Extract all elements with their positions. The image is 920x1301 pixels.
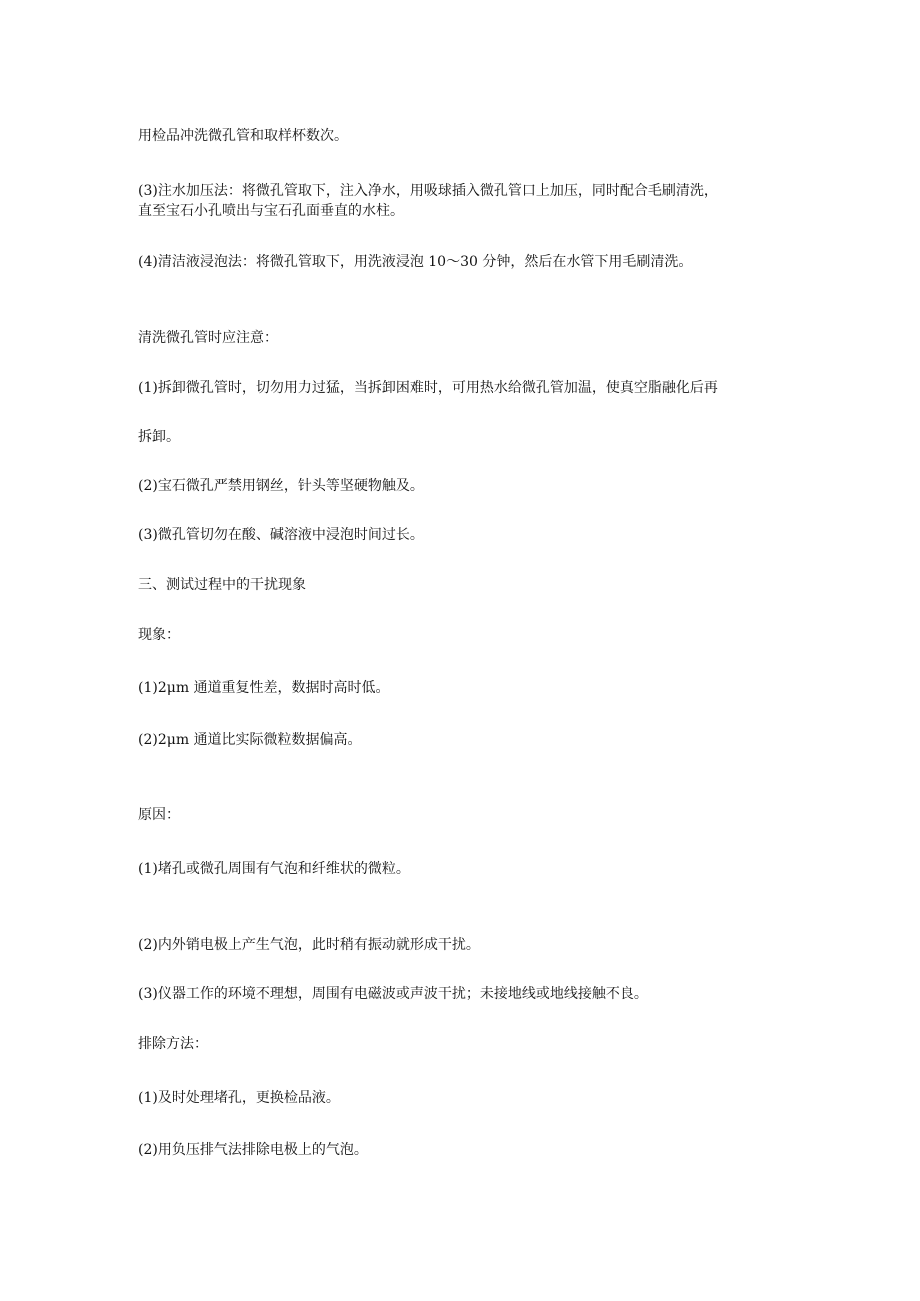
text-line: (3)注水加压法：将微孔管取下，注入净水，用吸球插入微孔管口上加压，同时配合毛刷清洗， <box>138 183 718 199</box>
text-line: (3)仪器工作的环境不理想，周围有电磁波或声波干扰；未接地线或地线接触不良。 <box>138 986 648 1002</box>
text-line: (2)宝石微孔严禁用钢丝，针头等坚硬物触及。 <box>138 478 424 494</box>
text-line: (1)拆卸微孔管时，切勿用力过猛，当拆卸困难时，可用热水给微孔管加温，使真空脂融化后再 <box>138 380 718 396</box>
section-heading: 现象： <box>138 627 180 643</box>
section-heading: 排除方法： <box>138 1036 208 1052</box>
text-line: (1)堵孔或微孔周围有气泡和纤维状的微粒。 <box>138 861 410 877</box>
section-heading: 清洗微孔管时应注意： <box>138 330 278 346</box>
text-line: (2)内外销电极上产生气泡，此时稍有振动就形成干扰。 <box>138 937 480 953</box>
text-line: 用检品冲洗微孔管和取样杯数次。 <box>138 128 348 144</box>
text-line: (3)微孔管切勿在酸、碱溶液中浸泡时间过长。 <box>138 527 424 543</box>
text-line: (2)用负压排气法排除电极上的气泡。 <box>138 1142 368 1158</box>
text-line: (4)清洁液浸泡法：将微孔管取下，用洗液浸泡 10～30 分钟，然后在水管下用毛刷清洗。 <box>138 254 693 270</box>
text-line: 拆卸。 <box>138 429 180 445</box>
text-line: (1)及时处理堵孔，更换检品液。 <box>138 1090 340 1106</box>
text-line: (1)2μm 通道重复性差，数据时高时低。 <box>138 680 390 696</box>
text-line: (2)2μm 通道比实际微粒数据偏高。 <box>138 732 362 748</box>
section-heading: 原因： <box>138 807 180 823</box>
text-line: 直至宝石小孔喷出与宝石孔面垂直的水柱。 <box>138 203 404 219</box>
section-heading: 三、测试过程中的干扰现象 <box>138 577 306 593</box>
